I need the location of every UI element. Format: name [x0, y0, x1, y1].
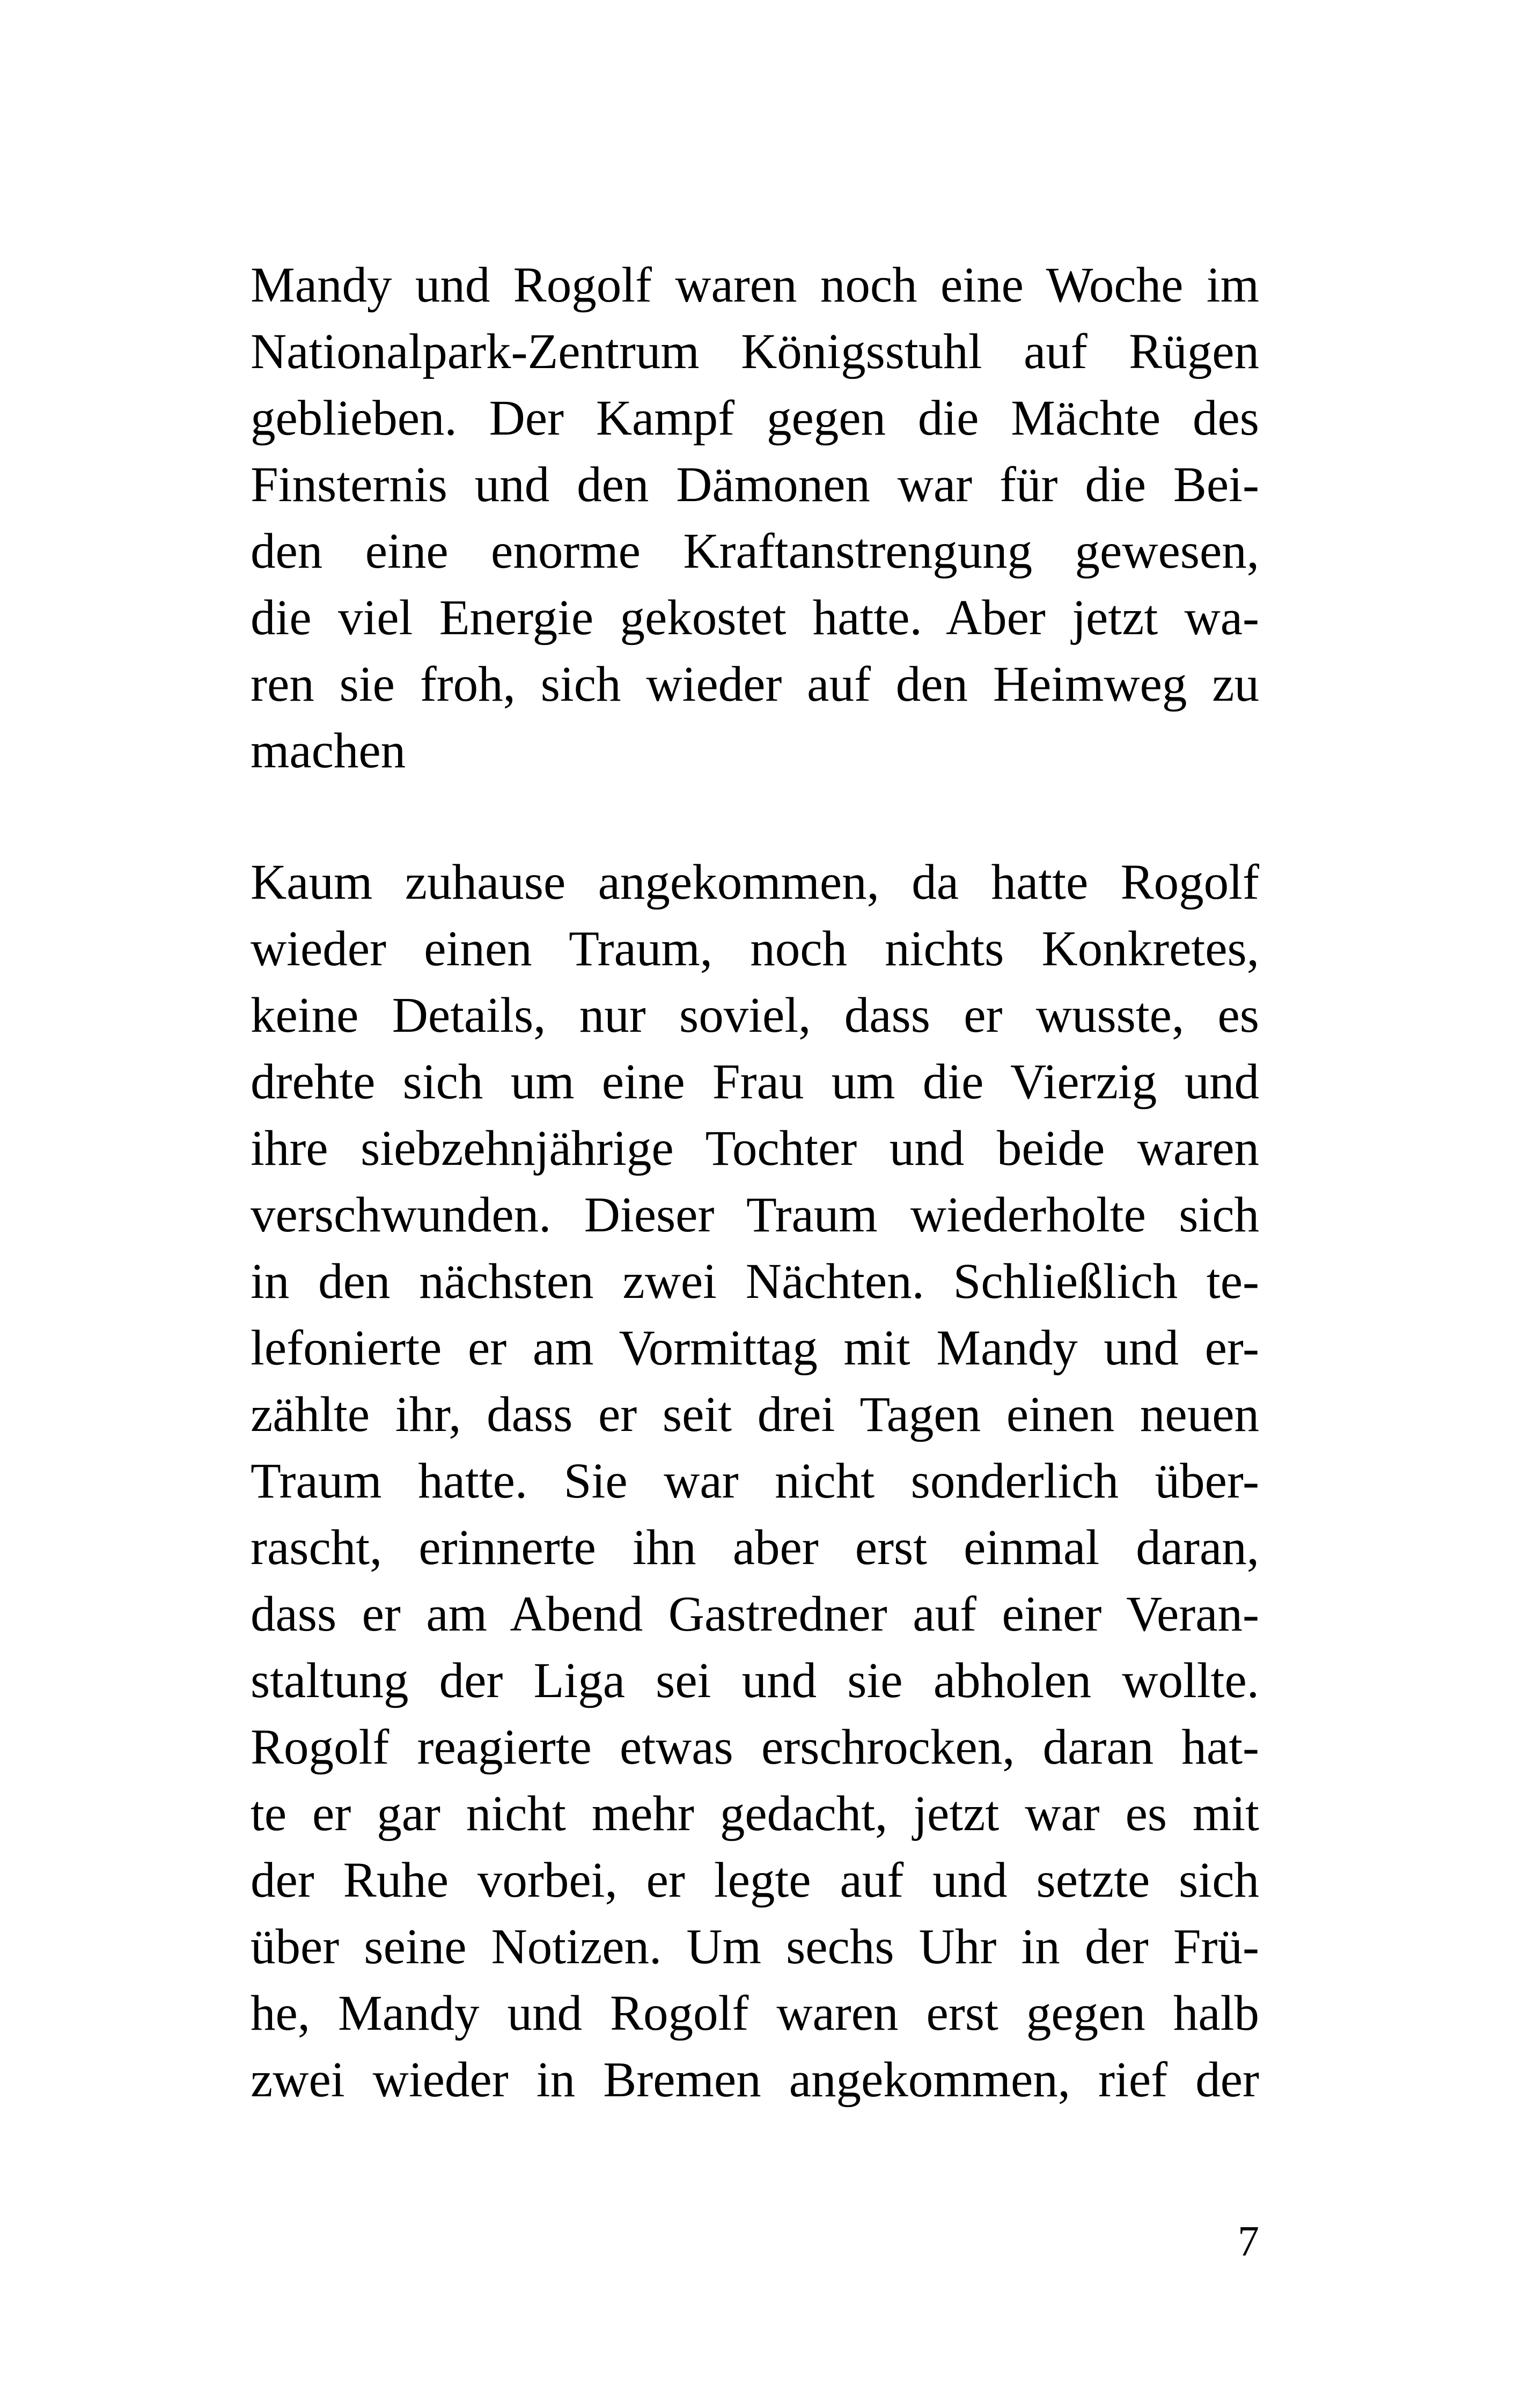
- text-line: der Ruhe vorbei, er legte auf und setzte sich: [251, 1853, 1259, 1908]
- text-line: Kaum zuhause angekommen, da hatte Rogolf: [251, 855, 1259, 910]
- text-line: verschwunden. Dieser Traum wiederholte sich: [251, 1187, 1259, 1243]
- text-line: ren sie froh, sich wieder auf den Heimweg zu: [251, 657, 1259, 712]
- text-line: drehte sich um eine Frau um die Vierzig und: [251, 1054, 1259, 1110]
- text-line: ihre siebzehnjährige Tochter und beide waren: [251, 1121, 1259, 1176]
- text-line: Rogolf reagierte etwas erschrocken, daran hat-: [251, 1720, 1259, 1775]
- text-line: zählte ihr, dass er seit drei Tagen einen neuen: [251, 1387, 1259, 1442]
- text-line: te er gar nicht mehr gedacht, jetzt war es mit: [251, 1786, 1259, 1841]
- text-line: rascht, erinnerte ihn aber erst einmal daran,: [251, 1520, 1259, 1575]
- text-line: he, Mandy und Rogolf waren erst gegen halb: [251, 1986, 1259, 2041]
- text-line: Mandy und Rogolf waren noch eine Woche im: [251, 258, 1259, 313]
- text-line: Nationalpark-Zentrum Königsstuhl auf Rügen: [251, 324, 1259, 379]
- text-line: in den nächsten zwei Nächten. Schließlich te-: [251, 1254, 1259, 1309]
- text-line: wieder einen Traum, noch nichts Konkretes,: [251, 921, 1259, 977]
- text-line: die viel Energie gekostet hatte. Aber jetzt wa-: [251, 590, 1259, 645]
- text-line: machen: [251, 723, 406, 779]
- text-line: Finsternis und den Dämonen war für die Bei-: [251, 457, 1259, 512]
- paragraph-2: [251, 849, 1259, 2113]
- text-line: den eine enorme Kraftanstrengung gewesen,: [251, 524, 1259, 579]
- text-line: dass er am Abend Gastredner auf einer Veran-: [251, 1587, 1259, 1642]
- text-line: über seine Notizen. Um sechs Uhr in der Frü-: [251, 1919, 1259, 1974]
- text-line: Traum hatte. Sie war nicht sonderlich über-: [251, 1453, 1259, 1509]
- text-line: zwei wieder in Bremen angekommen, rief der: [251, 2052, 1259, 2108]
- paragraph-1: [251, 252, 1259, 784]
- text-line: keine Details, nur soviel, dass er wusste, es: [251, 988, 1259, 1043]
- text-line: geblieben. Der Kampf gegen die Mächte des: [251, 391, 1259, 446]
- text-line: staltung der Liga sei und sie abholen wollte.: [251, 1653, 1259, 1708]
- text-line: lefonierte er am Vormittag mit Mandy und er-: [251, 1320, 1259, 1376]
- page-number: 7: [1238, 2218, 1259, 2265]
